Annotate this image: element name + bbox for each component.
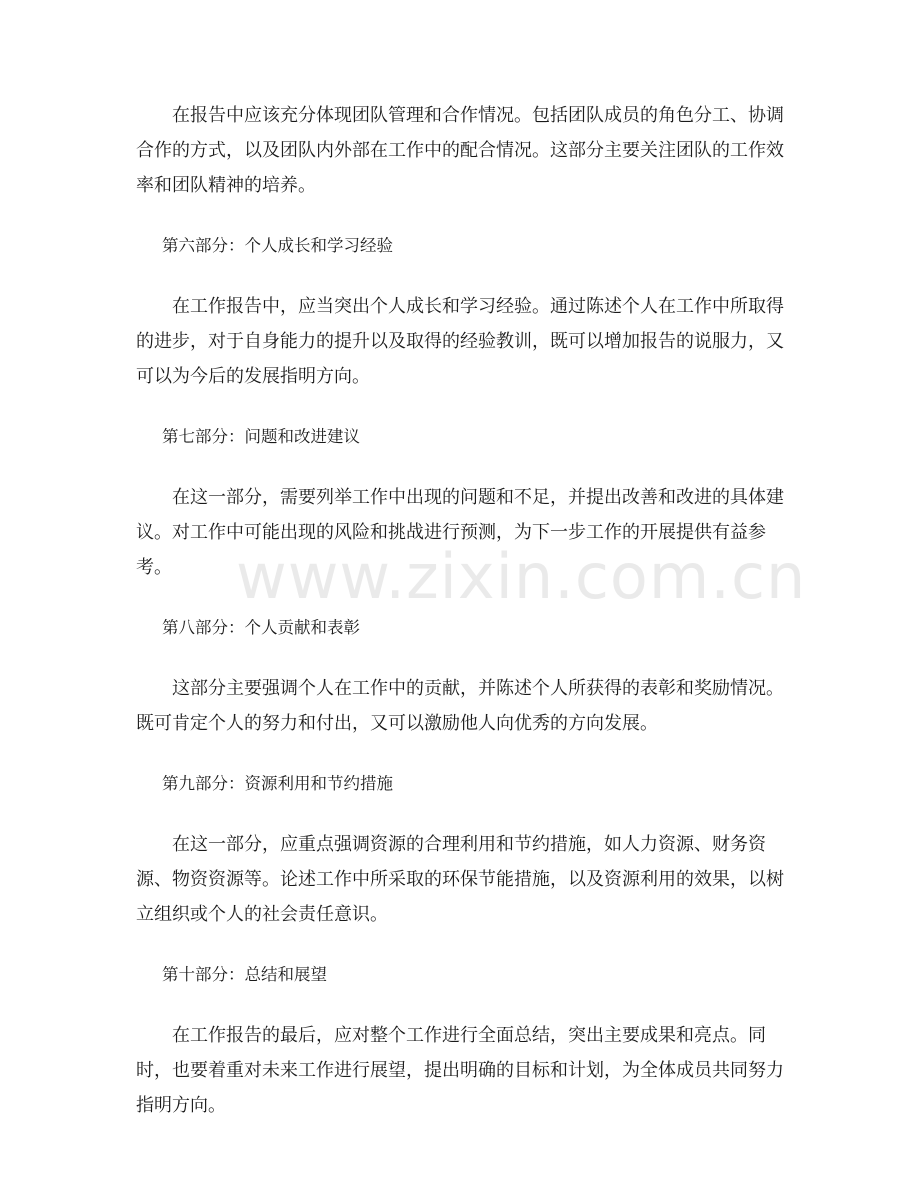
section-heading-10: 第十部分：总结和展望 bbox=[162, 965, 327, 984]
paragraph-team-management: 在报告中应该充分体现团队管理和合作情况。包括团队成员的角色分工、协调合作的方式，以及团队内外部在工作中的配合情况。这部分主要关注团队的工作效率和团队精神的培养。 bbox=[136, 105, 784, 196]
section-heading-8: 第八部分：个人贡献和表彰 bbox=[162, 618, 360, 637]
paragraph-resource-saving: 在这一部分，应重点强调资源的合理利用和节约措施，如人力资源、财务资源、物资资源等。论述工作中所采取的环保节能措施，以及资源利用的效果，以树立组织或个人的社会责任意识。 bbox=[136, 834, 784, 925]
paragraph-summary-outlook: 在工作报告的最后，应对整个工作进行全面总结，突出主要成果和亮点。同时，也要着重对未来工作进行展望，提出明确的目标和计划，为全体成员共同努力指明方向。 bbox=[136, 1025, 784, 1116]
paragraph-problems-suggestions: 在这一部分，需要列举工作中出现的问题和不足，并提出改善和改进的具体建议。对工作中可能出现的风险和挑战进行预测，为下一步工作的开展提供有益参考。 bbox=[136, 487, 784, 578]
section-heading-6: 第六部分：个人成长和学习经验 bbox=[162, 236, 393, 255]
section-heading-7: 第七部分：问题和改进建议 bbox=[162, 427, 360, 446]
section-heading-9: 第九部分：资源利用和节约措施 bbox=[162, 774, 393, 793]
watermark: www.zixin.com.cn bbox=[236, 540, 807, 613]
paragraph-contribution-awards: 这部分主要强调个人在工作中的贡献，并陈述个人所获得的表彰和奖励情况。既可肯定个人的努力和付出，又可以激励他人向优秀的方向发展。 bbox=[136, 678, 784, 734]
paragraph-personal-growth: 在工作报告中，应当突出个人成长和学习经验。通过陈述个人在工作中所取得的进步，对于自身能力的提升以及取得的经验教训，既可以增加报告的说服力，又可以为今后的发展指明方向。 bbox=[136, 296, 784, 387]
document-body bbox=[136, 98, 784, 1154]
